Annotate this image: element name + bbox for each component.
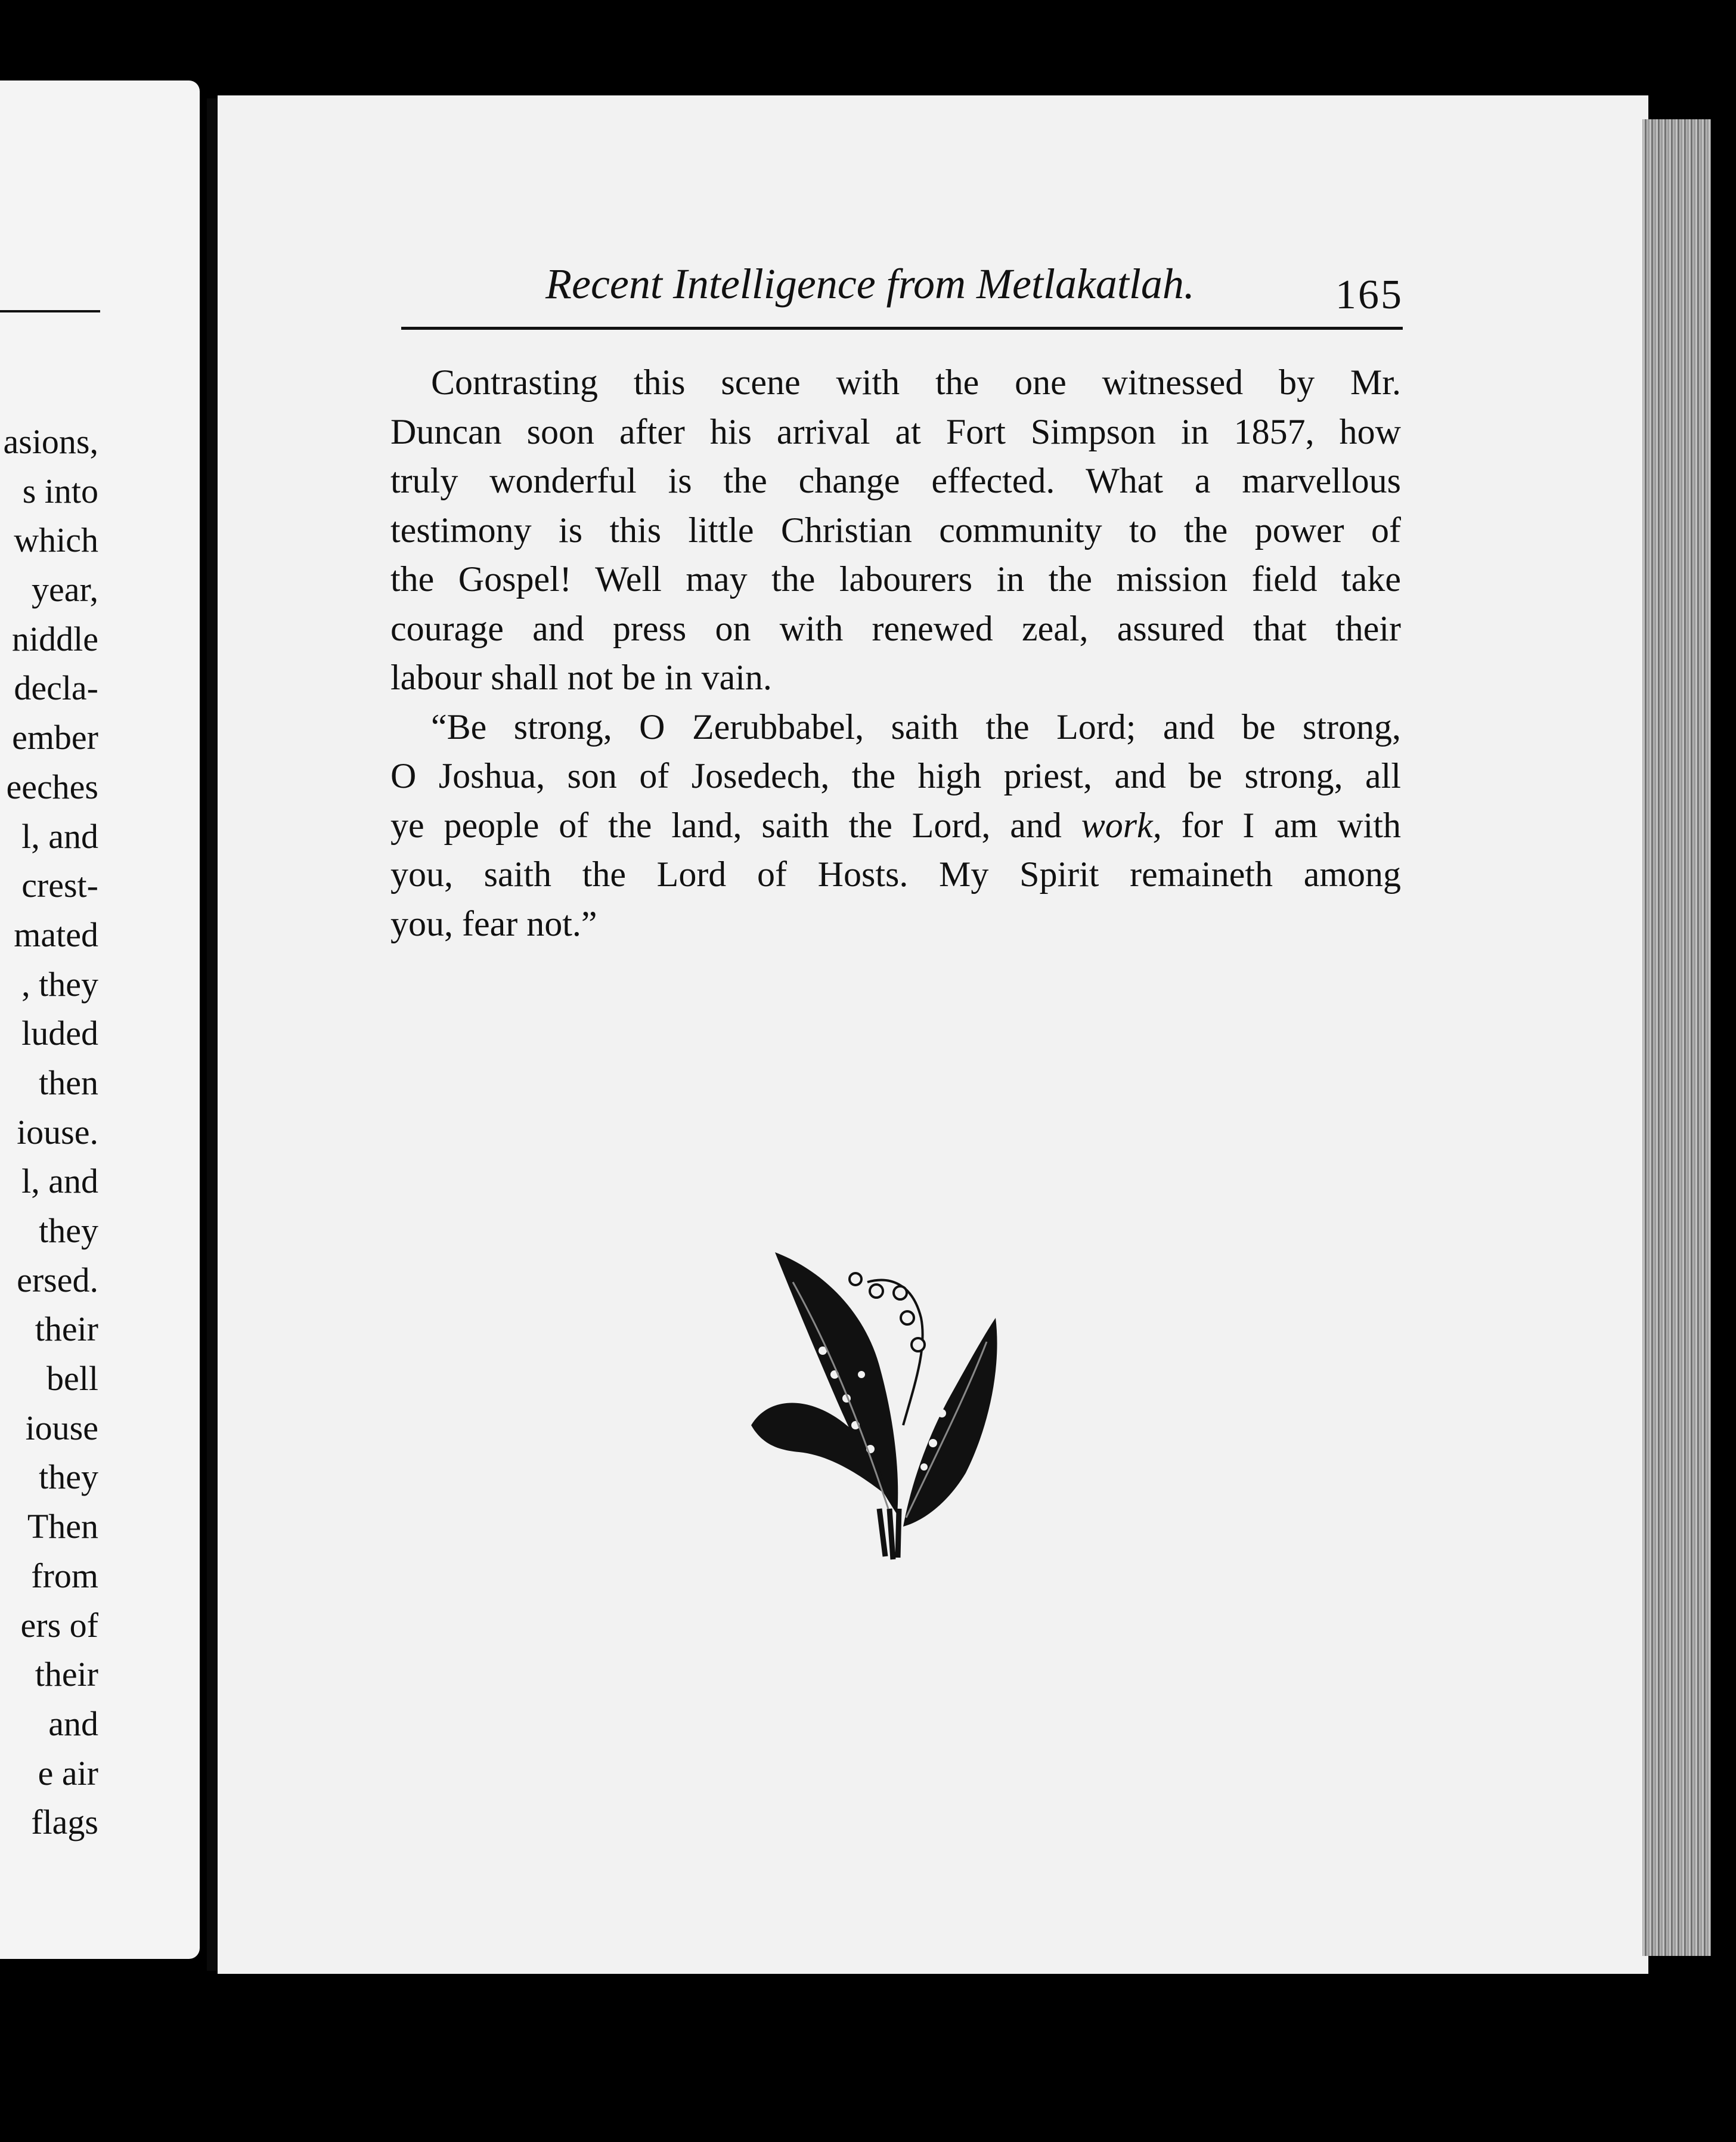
body-text xyxy=(390,358,1401,948)
left-page-line: bell xyxy=(46,1359,98,1398)
left-page-line: they xyxy=(39,1457,98,1497)
left-page-line: niddle xyxy=(12,619,98,658)
page-number: 165 xyxy=(1335,272,1403,318)
left-page-line: and xyxy=(48,1704,98,1743)
left-page-line: eeches xyxy=(6,767,98,806)
text-line: the Gospel! Well may the labourers in the mission field take xyxy=(390,559,1401,599)
text-line: testimony is this little Christian community to the power of xyxy=(390,510,1401,550)
left-page-line: l, and xyxy=(21,816,98,856)
left-page-line: asions, xyxy=(3,422,98,461)
left-page-line: year, xyxy=(32,570,98,609)
text-line: you, saith the Lord of Hosts. My Spirit remaineth among xyxy=(390,855,1401,894)
text-line xyxy=(390,801,1401,850)
header-rule xyxy=(401,327,1403,330)
text-line: “Be strong, O Zerubbabel, saith the Lord; and be strong, xyxy=(431,707,1401,747)
left-page-line: decla- xyxy=(14,668,98,708)
left-page-line: ember xyxy=(12,718,98,757)
text-line: Contrasting this scene with the one witnessed by Mr. xyxy=(431,363,1401,402)
left-page-line: l, and xyxy=(21,1162,98,1201)
left-page-header-rule xyxy=(0,310,100,312)
left-page-line: from xyxy=(31,1556,98,1595)
left-page-line: crest- xyxy=(21,866,98,905)
left-page-line: iouse. xyxy=(17,1112,98,1152)
text-line: courage and press on with renewed zeal, assured that their xyxy=(390,608,1401,648)
paragraph-2-quotation xyxy=(390,702,1401,949)
left-page xyxy=(0,81,200,1959)
page-fore-edge xyxy=(1642,119,1711,1956)
left-page-line: e air xyxy=(38,1753,98,1793)
left-page-line: their xyxy=(35,1655,98,1694)
left-page-line: ersed. xyxy=(17,1260,98,1299)
left-page-line: which xyxy=(14,521,98,560)
left-page-line: , they xyxy=(21,964,98,1004)
left-page-line: mated xyxy=(14,915,98,954)
text-segment: ye people of the land, saith the Lord, and xyxy=(390,805,1081,845)
text-line: you, fear not.” xyxy=(390,903,597,943)
text-line: O Joshua, son of Josedech, the high priest, and be strong, all xyxy=(390,756,1401,795)
left-page-line: Then xyxy=(27,1507,98,1546)
left-page-line: they xyxy=(39,1211,98,1250)
text-segment: for I am with xyxy=(1161,805,1401,845)
running-title: Recent Intelligence from Metlakatlah. xyxy=(545,260,1195,308)
left-page-line: flags xyxy=(31,1803,98,1842)
text-line: Duncan soon after his arrival at Fort Simpson in 1857, how xyxy=(390,411,1401,451)
lily-of-the-valley-ornament xyxy=(751,1246,1013,1568)
left-page-line: s into xyxy=(22,471,98,510)
left-page-line: luded xyxy=(21,1014,98,1053)
left-page-line: iouse xyxy=(25,1408,98,1447)
italic-word: work, xyxy=(1081,805,1162,845)
text-line: labour shall not be in vain. xyxy=(390,658,772,697)
text-line: truly wonderful is the change effected. What a marvellous xyxy=(390,461,1401,500)
left-page-text xyxy=(0,417,98,1847)
left-page-line: ers of xyxy=(20,1605,98,1645)
paragraph-1 xyxy=(390,358,1401,702)
left-page-line: then xyxy=(39,1063,98,1102)
left-page-line: their xyxy=(35,1310,98,1349)
